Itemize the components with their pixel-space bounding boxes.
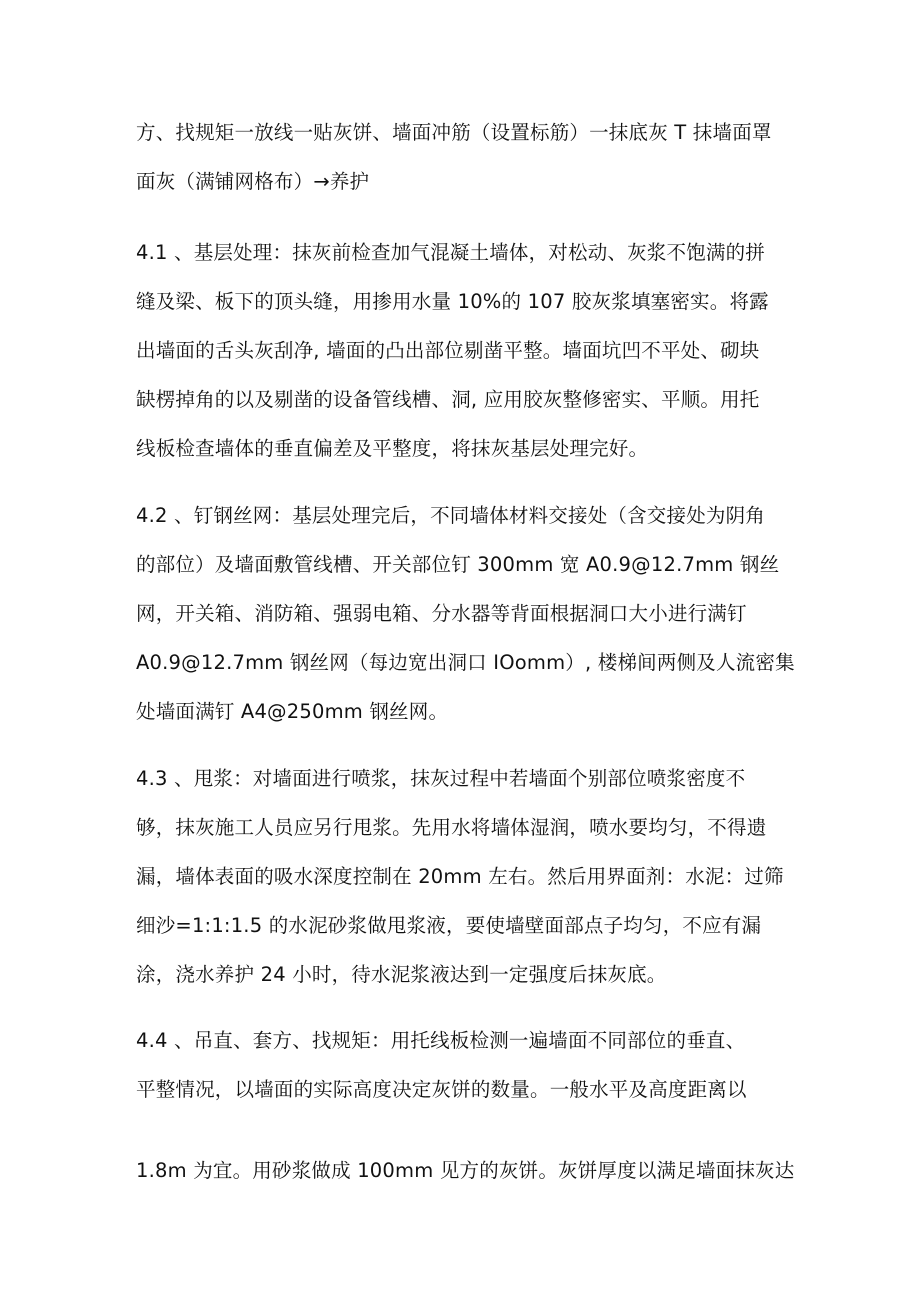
text-line: 4.1 、基层处理：抹灰前检查加气混凝土墙体，对松动、灰浆不饱满的拼 bbox=[136, 241, 766, 264]
text-line: 4.3 、甩浆：对墙面进行喷浆，抹灰过程中若墙面个别部位喷浆密度不 bbox=[136, 767, 746, 790]
paragraph-4-1-base-treatment bbox=[136, 228, 796, 473]
text-line: A0.9@12.7mm 钢丝网（每边宽出洞口 IOomm）, 楼梯间两侧及人流密集 bbox=[136, 651, 795, 674]
text-line: 平整情况，以墙面的实际高度决定灰饼的数量。一般水平及高度距离以 bbox=[136, 1078, 747, 1101]
text-line: 面灰（满铺网格布）→养护 bbox=[136, 170, 370, 193]
paragraph-4-4-plumb-square bbox=[136, 1016, 796, 1114]
text-line: 细沙=1:1:1.5 的水泥砂浆做甩浆液，要使墙壁面部点子均匀，不应有漏 bbox=[136, 914, 762, 937]
text-line: 4.2 、钉钢丝网：基层处理完后，不同墙体材料交接处（含交接处为阴角 bbox=[136, 504, 766, 527]
text-line: 的部位）及墙面敷管线槽、开关部位钉 300mm 宽 A0.9@12.7mm 钢丝 bbox=[136, 553, 780, 576]
text-line: 够，抹灰施工人员应另行甩浆。先用水将墙体湿润，喷水要均匀，不得遗 bbox=[136, 816, 767, 839]
text-line: 线板检查墙体的垂直偏差及平整度，将抹灰基层处理完好。 bbox=[136, 437, 649, 460]
paragraph-process-flow bbox=[136, 108, 796, 206]
text-line: 缺楞掉角的以及剔凿的设备管线槽、洞, 应用胶灰整修密实、平顺。用托 bbox=[136, 388, 760, 411]
text-line: 方、找规矩一放线一贴灰饼、墙面冲筋（设置标筋）一抹底灰 T 抹墙面罩 bbox=[136, 121, 772, 144]
text-line: 网，开关箱、消防箱、强弱电箱、分水器等背面根据洞口大小进行满钉 bbox=[136, 602, 747, 625]
text-line: 缝及梁、板下的顶头缝，用掺用水量 10%的 107 胶灰浆填塞密实。将露 bbox=[136, 290, 769, 313]
text-line: 1.8m 为宜。用砂浆做成 100mm 见方的灰饼。灰饼厚度以满足墙面抹灰达 bbox=[136, 1159, 795, 1182]
text-line: 漏，墙体表面的吸水深度控制在 20mm 左右。然后用界面剂：水泥：过筛 bbox=[136, 865, 784, 888]
text-line: 涂，浇水养护 24 小时，待水泥浆液达到一定强度后抹灰底。 bbox=[136, 963, 667, 986]
paragraph-4-2-steel-mesh bbox=[136, 491, 796, 736]
paragraph-4-4-continued bbox=[136, 1146, 796, 1195]
text-line: 处墙面满钉 A4@250mm 钢丝网。 bbox=[136, 700, 449, 723]
paragraph-4-3-slurry bbox=[136, 754, 796, 999]
text-line: 出墙面的舌头灰刮净, 墙面的凸出部位剔凿平整。墙面坑凹不平处、砌块 bbox=[136, 339, 760, 362]
text-line: 4.4 、吊直、套方、找规矩：用托线板检测一遍墙面不同部位的垂直、 bbox=[136, 1029, 746, 1052]
